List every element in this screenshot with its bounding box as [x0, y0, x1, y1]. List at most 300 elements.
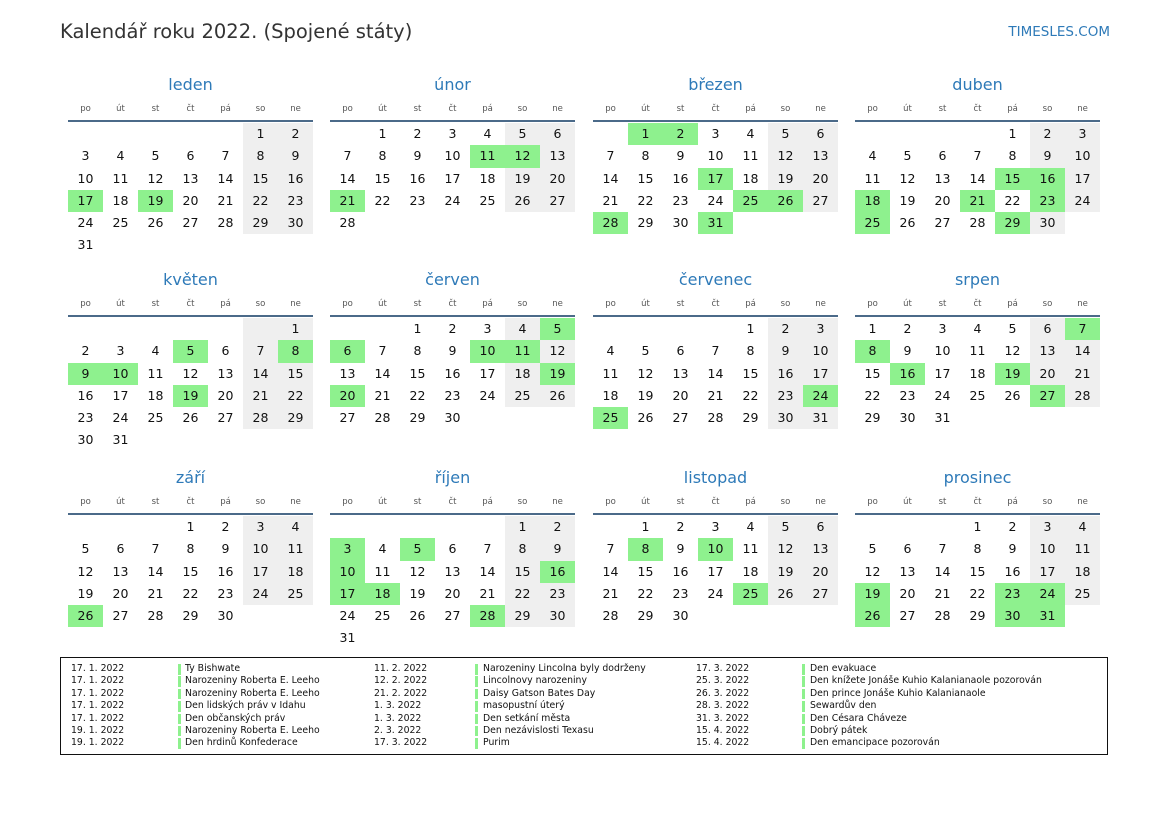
day-cell[interactable]: 29: [637, 608, 654, 624]
day-cell[interactable]: 18: [1065, 561, 1100, 583]
day-cell[interactable]: 22: [409, 387, 426, 403]
day-cell[interactable]: 1: [378, 126, 387, 141]
holiday-day-cell[interactable]: 16: [890, 363, 925, 385]
day-cell[interactable]: 22: [969, 585, 986, 601]
day-cell[interactable]: 21: [602, 585, 619, 601]
holiday-day-cell[interactable]: 21: [330, 190, 365, 212]
day-cell[interactable]: 8: [413, 343, 422, 359]
day-cell[interactable]: 30: [77, 432, 94, 448]
day-cell[interactable]: 13: [934, 170, 951, 186]
day-cell[interactable]: 4: [483, 126, 492, 141]
day-cell[interactable]: 4: [278, 516, 313, 538]
day-cell[interactable]: 13: [803, 538, 838, 560]
day-cell[interactable]: 9: [448, 343, 457, 359]
day-cell[interactable]: 9: [903, 343, 912, 359]
day-cell[interactable]: 12: [182, 365, 199, 381]
day-cell[interactable]: 18: [505, 363, 540, 385]
holiday-day-cell[interactable]: 27: [1030, 385, 1065, 407]
holiday-day-cell[interactable]: 17: [68, 190, 103, 212]
holiday-day-cell[interactable]: 29: [995, 212, 1030, 234]
holiday-day-cell[interactable]: 2: [663, 123, 698, 145]
day-cell[interactable]: 23: [278, 190, 313, 212]
day-cell[interactable]: 10: [243, 538, 278, 560]
holiday-day-cell[interactable]: 7: [1065, 318, 1100, 340]
day-cell[interactable]: 3: [81, 148, 90, 164]
day-cell[interactable]: 11: [147, 365, 164, 381]
day-cell[interactable]: 18: [969, 365, 986, 381]
day-cell[interactable]: 16: [409, 170, 426, 186]
day-cell[interactable]: 13: [672, 365, 689, 381]
day-cell[interactable]: 12: [899, 170, 916, 186]
day-cell[interactable]: 21: [374, 387, 391, 403]
day-cell[interactable]: 2: [448, 321, 457, 336]
day-cell[interactable]: 22: [864, 387, 881, 403]
day-cell[interactable]: 15: [969, 563, 986, 579]
day-cell[interactable]: 3: [483, 321, 492, 336]
day-cell[interactable]: 15: [182, 563, 199, 579]
day-cell[interactable]: 4: [973, 321, 982, 336]
holiday-day-cell[interactable]: 8: [278, 340, 313, 362]
holiday-day-cell[interactable]: 9: [68, 363, 103, 385]
day-cell[interactable]: 17: [1065, 168, 1100, 190]
day-cell[interactable]: 20: [540, 168, 575, 190]
day-cell[interactable]: 25: [278, 583, 313, 605]
day-cell[interactable]: 24: [1065, 190, 1100, 212]
day-cell[interactable]: 4: [1065, 516, 1100, 538]
day-cell[interactable]: 5: [81, 541, 90, 557]
day-cell[interactable]: 27: [803, 583, 838, 605]
day-cell[interactable]: 11: [374, 563, 391, 579]
day-cell[interactable]: 4: [116, 148, 125, 164]
holiday-day-cell[interactable]: 19: [540, 363, 575, 385]
day-cell[interactable]: 31: [112, 432, 129, 448]
day-cell[interactable]: 16: [672, 563, 689, 579]
day-cell[interactable]: 4: [746, 519, 755, 534]
day-cell[interactable]: 20: [217, 387, 234, 403]
day-cell[interactable]: 16: [77, 387, 94, 403]
day-cell[interactable]: 2: [278, 123, 313, 145]
holiday-day-cell[interactable]: 1: [628, 123, 663, 145]
day-cell[interactable]: 2: [676, 519, 685, 534]
day-cell[interactable]: 1: [186, 519, 195, 534]
day-cell[interactable]: 7: [973, 148, 982, 164]
day-cell[interactable]: 2: [221, 519, 230, 534]
day-cell[interactable]: 23: [77, 410, 94, 426]
day-cell[interactable]: 16: [444, 365, 461, 381]
day-cell[interactable]: 2: [768, 318, 803, 340]
day-cell[interactable]: 5: [768, 123, 803, 145]
day-cell[interactable]: 12: [147, 170, 164, 186]
day-cell[interactable]: 15: [637, 170, 654, 186]
day-cell[interactable]: 21: [934, 585, 951, 601]
day-cell[interactable]: 1: [746, 321, 755, 336]
day-cell[interactable]: 11: [602, 365, 619, 381]
holiday-day-cell[interactable]: 20: [330, 385, 365, 407]
day-cell[interactable]: 29: [182, 608, 199, 624]
day-cell[interactable]: 24: [934, 387, 951, 403]
day-cell[interactable]: 5: [151, 148, 160, 164]
day-cell[interactable]: 22: [505, 583, 540, 605]
day-cell[interactable]: 14: [934, 563, 951, 579]
day-cell[interactable]: 29: [742, 410, 759, 426]
day-cell[interactable]: 8: [746, 343, 755, 359]
day-cell[interactable]: 15: [374, 170, 391, 186]
holiday-day-cell[interactable]: 10: [470, 340, 505, 362]
day-cell[interactable]: 14: [707, 365, 724, 381]
day-cell[interactable]: 1: [1008, 126, 1017, 141]
day-cell[interactable]: 7: [221, 148, 230, 164]
day-cell[interactable]: 10: [707, 148, 724, 164]
day-cell[interactable]: 22: [182, 585, 199, 601]
day-cell[interactable]: 6: [903, 541, 912, 557]
day-cell[interactable]: 29: [864, 410, 881, 426]
day-cell[interactable]: 15: [505, 561, 540, 583]
day-cell[interactable]: 17: [1030, 561, 1065, 583]
day-cell[interactable]: 20: [112, 585, 129, 601]
day-cell[interactable]: 24: [243, 583, 278, 605]
day-cell[interactable]: 8: [505, 538, 540, 560]
day-cell[interactable]: 14: [969, 170, 986, 186]
day-cell[interactable]: 6: [1030, 318, 1065, 340]
day-cell[interactable]: 12: [864, 563, 881, 579]
day-cell[interactable]: 30: [1030, 212, 1065, 234]
day-cell[interactable]: 21: [243, 385, 278, 407]
day-cell[interactable]: 9: [413, 148, 422, 164]
day-cell[interactable]: 29: [278, 407, 313, 429]
day-cell[interactable]: 4: [151, 343, 160, 359]
day-cell[interactable]: 1: [641, 519, 650, 534]
day-cell[interactable]: 13: [1030, 340, 1065, 362]
day-cell[interactable]: 22: [1004, 192, 1021, 208]
day-cell[interactable]: 12: [409, 563, 426, 579]
day-cell[interactable]: 8: [973, 541, 982, 557]
day-cell[interactable]: 5: [505, 123, 540, 145]
day-cell[interactable]: 26: [505, 190, 540, 212]
day-cell[interactable]: 6: [803, 516, 838, 538]
day-cell[interactable]: 23: [409, 192, 426, 208]
day-cell[interactable]: 5: [903, 148, 912, 164]
day-cell[interactable]: 28: [934, 608, 951, 624]
day-cell[interactable]: 27: [339, 410, 356, 426]
holiday-day-cell[interactable]: 17: [330, 583, 365, 605]
day-cell[interactable]: 6: [676, 343, 685, 359]
day-cell[interactable]: 22: [742, 387, 759, 403]
day-cell[interactable]: 20: [934, 192, 951, 208]
day-cell[interactable]: 24: [707, 585, 724, 601]
day-cell[interactable]: 8: [243, 145, 278, 167]
day-cell[interactable]: 9: [278, 145, 313, 167]
day-cell[interactable]: 3: [1065, 123, 1100, 145]
holiday-day-cell[interactable]: 31: [698, 212, 733, 234]
day-cell[interactable]: 25: [505, 385, 540, 407]
day-cell[interactable]: 17: [803, 363, 838, 385]
day-cell[interactable]: 1: [505, 516, 540, 538]
day-cell[interactable]: 6: [221, 343, 230, 359]
day-cell[interactable]: 14: [243, 363, 278, 385]
day-cell[interactable]: 1: [868, 321, 877, 336]
day-cell[interactable]: 11: [112, 170, 129, 186]
day-cell[interactable]: 19: [637, 387, 654, 403]
day-cell[interactable]: 29: [969, 608, 986, 624]
day-cell[interactable]: 8: [186, 541, 195, 557]
day-cell[interactable]: 6: [540, 123, 575, 145]
holiday-day-cell[interactable]: 5: [400, 538, 435, 560]
day-cell[interactable]: 20: [444, 585, 461, 601]
day-cell[interactable]: 7: [606, 148, 615, 164]
day-cell[interactable]: 25: [969, 387, 986, 403]
holiday-day-cell[interactable]: 16: [540, 561, 575, 583]
day-cell[interactable]: 30: [899, 410, 916, 426]
day-cell[interactable]: 29: [637, 215, 654, 231]
day-cell[interactable]: 11: [278, 538, 313, 560]
day-cell[interactable]: 14: [602, 563, 619, 579]
day-cell[interactable]: 1: [278, 318, 313, 340]
holiday-day-cell[interactable]: 19: [995, 363, 1030, 385]
day-cell[interactable]: 7: [483, 541, 492, 557]
day-cell[interactable]: 28: [707, 410, 724, 426]
day-cell[interactable]: 9: [676, 148, 685, 164]
day-cell[interactable]: 6: [938, 148, 947, 164]
holiday-day-cell[interactable]: 17: [698, 168, 733, 190]
day-cell[interactable]: 31: [934, 410, 951, 426]
day-cell[interactable]: 28: [339, 215, 356, 231]
day-cell[interactable]: 3: [711, 126, 720, 141]
day-cell[interactable]: 14: [147, 563, 164, 579]
day-cell[interactable]: 4: [505, 318, 540, 340]
day-cell[interactable]: 16: [768, 363, 803, 385]
day-cell[interactable]: 30: [444, 410, 461, 426]
day-cell[interactable]: 18: [602, 387, 619, 403]
day-cell[interactable]: 11: [969, 343, 986, 359]
day-cell[interactable]: 2: [540, 516, 575, 538]
holiday-day-cell[interactable]: 10: [698, 538, 733, 560]
day-cell[interactable]: 12: [540, 340, 575, 362]
holiday-day-cell[interactable]: 25: [733, 583, 768, 605]
day-cell[interactable]: 4: [378, 541, 387, 557]
day-cell[interactable]: 28: [147, 608, 164, 624]
day-cell[interactable]: 26: [768, 583, 803, 605]
holiday-day-cell[interactable]: 19: [173, 385, 208, 407]
day-cell[interactable]: 30: [768, 407, 803, 429]
day-cell[interactable]: 30: [672, 608, 689, 624]
day-cell[interactable]: 15: [278, 363, 313, 385]
day-cell[interactable]: 27: [899, 608, 916, 624]
holiday-day-cell[interactable]: 26: [68, 605, 103, 627]
day-cell[interactable]: 4: [868, 148, 877, 164]
day-cell[interactable]: 16: [1004, 563, 1021, 579]
day-cell[interactable]: 14: [374, 365, 391, 381]
day-cell[interactable]: 10: [444, 148, 461, 164]
day-cell[interactable]: 27: [217, 410, 234, 426]
day-cell[interactable]: 17: [934, 365, 951, 381]
day-cell[interactable]: 24: [444, 192, 461, 208]
holiday-day-cell[interactable]: 10: [103, 363, 138, 385]
day-cell[interactable]: 20: [899, 585, 916, 601]
holiday-day-cell[interactable]: 28: [593, 212, 628, 234]
day-cell[interactable]: 28: [217, 215, 234, 231]
holiday-day-cell[interactable]: 5: [540, 318, 575, 340]
day-cell[interactable]: 31: [77, 237, 94, 253]
day-cell[interactable]: 9: [676, 541, 685, 557]
day-cell[interactable]: 3: [803, 318, 838, 340]
day-cell[interactable]: 7: [343, 148, 352, 164]
day-cell[interactable]: 12: [77, 563, 94, 579]
day-cell[interactable]: 15: [742, 365, 759, 381]
day-cell[interactable]: 22: [637, 192, 654, 208]
day-cell[interactable]: 9: [1030, 145, 1065, 167]
day-cell[interactable]: 9: [1008, 541, 1017, 557]
day-cell[interactable]: 31: [339, 630, 356, 646]
day-cell[interactable]: 28: [374, 410, 391, 426]
holiday-day-cell[interactable]: 19: [138, 190, 173, 212]
day-cell[interactable]: 2: [1030, 123, 1065, 145]
day-cell[interactable]: 4: [746, 126, 755, 141]
day-cell[interactable]: 21: [1065, 363, 1100, 385]
holiday-day-cell[interactable]: 10: [330, 561, 365, 583]
day-cell[interactable]: 12: [768, 538, 803, 560]
day-cell[interactable]: 7: [378, 343, 387, 359]
day-cell[interactable]: 27: [444, 608, 461, 624]
day-cell[interactable]: 9: [540, 538, 575, 560]
day-cell[interactable]: 9: [221, 541, 230, 557]
day-cell[interactable]: 24: [77, 215, 94, 231]
day-cell[interactable]: 27: [803, 190, 838, 212]
day-cell[interactable]: 15: [409, 365, 426, 381]
holiday-day-cell[interactable]: 28: [470, 605, 505, 627]
day-cell[interactable]: 29: [505, 605, 540, 627]
holiday-day-cell[interactable]: 19: [855, 583, 890, 605]
day-cell[interactable]: 25: [1065, 583, 1100, 605]
day-cell[interactable]: 10: [77, 170, 94, 186]
day-cell[interactable]: 10: [1065, 145, 1100, 167]
day-cell[interactable]: 3: [711, 519, 720, 534]
day-cell[interactable]: 13: [899, 563, 916, 579]
day-cell[interactable]: 28: [243, 407, 278, 429]
day-cell[interactable]: 16: [278, 168, 313, 190]
holiday-day-cell[interactable]: 23: [1030, 190, 1065, 212]
day-cell[interactable]: 21: [479, 585, 496, 601]
holiday-day-cell[interactable]: 11: [470, 145, 505, 167]
day-cell[interactable]: 2: [81, 343, 90, 359]
day-cell[interactable]: 12: [1004, 343, 1021, 359]
day-cell[interactable]: 26: [637, 410, 654, 426]
day-cell[interactable]: 26: [182, 410, 199, 426]
day-cell[interactable]: 25: [112, 215, 129, 231]
day-cell[interactable]: 14: [602, 170, 619, 186]
day-cell[interactable]: 4: [606, 343, 615, 359]
day-cell[interactable]: 2: [413, 126, 422, 141]
day-cell[interactable]: 18: [278, 561, 313, 583]
day-cell[interactable]: 13: [444, 563, 461, 579]
day-cell[interactable]: 7: [243, 340, 278, 362]
day-cell[interactable]: 8: [641, 148, 650, 164]
day-cell[interactable]: 19: [899, 192, 916, 208]
holiday-day-cell[interactable]: 26: [768, 190, 803, 212]
day-cell[interactable]: 27: [934, 215, 951, 231]
day-cell[interactable]: 10: [803, 340, 838, 362]
day-cell[interactable]: 24: [479, 387, 496, 403]
day-cell[interactable]: 19: [77, 585, 94, 601]
day-cell[interactable]: 8: [1008, 148, 1017, 164]
day-cell[interactable]: 13: [112, 563, 129, 579]
day-cell[interactable]: 27: [182, 215, 199, 231]
day-cell[interactable]: 22: [374, 192, 391, 208]
day-cell[interactable]: 19: [409, 585, 426, 601]
day-cell[interactable]: 13: [540, 145, 575, 167]
day-cell[interactable]: 15: [243, 168, 278, 190]
day-cell[interactable]: 5: [1008, 321, 1017, 336]
day-cell[interactable]: 20: [1030, 363, 1065, 385]
day-cell[interactable]: 27: [672, 410, 689, 426]
day-cell[interactable]: 11: [1065, 538, 1100, 560]
day-cell[interactable]: 6: [448, 541, 457, 557]
day-cell[interactable]: 23: [672, 192, 689, 208]
holiday-day-cell[interactable]: 25: [855, 212, 890, 234]
day-cell[interactable]: 12: [637, 365, 654, 381]
holiday-day-cell[interactable]: 8: [855, 340, 890, 362]
day-cell[interactable]: 3: [243, 516, 278, 538]
day-cell[interactable]: 15: [864, 365, 881, 381]
day-cell[interactable]: 30: [672, 215, 689, 231]
day-cell[interactable]: 9: [768, 340, 803, 362]
day-cell[interactable]: 11: [864, 170, 881, 186]
day-cell[interactable]: 21: [217, 192, 234, 208]
day-cell[interactable]: 16: [217, 563, 234, 579]
day-cell[interactable]: 20: [182, 192, 199, 208]
day-cell[interactable]: 14: [217, 170, 234, 186]
day-cell[interactable]: 20: [803, 561, 838, 583]
day-cell[interactable]: 3: [938, 321, 947, 336]
day-cell[interactable]: 1: [973, 519, 982, 534]
brand-link[interactable]: TIMESLES.COM: [1008, 24, 1110, 40]
day-cell[interactable]: 21: [707, 387, 724, 403]
day-cell[interactable]: 28: [969, 215, 986, 231]
holiday-day-cell[interactable]: 6: [330, 340, 365, 362]
holiday-day-cell[interactable]: 15: [995, 168, 1030, 190]
day-cell[interactable]: 23: [540, 583, 575, 605]
day-cell[interactable]: 27: [112, 608, 129, 624]
day-cell[interactable]: 22: [243, 190, 278, 212]
holiday-day-cell[interactable]: 3: [330, 538, 365, 560]
day-cell[interactable]: 25: [147, 410, 164, 426]
day-cell[interactable]: 27: [540, 190, 575, 212]
day-cell[interactable]: 21: [602, 192, 619, 208]
day-cell[interactable]: 17: [112, 387, 129, 403]
day-cell[interactable]: 2: [903, 321, 912, 336]
day-cell[interactable]: 12: [768, 145, 803, 167]
holiday-day-cell[interactable]: 18: [855, 190, 890, 212]
holiday-day-cell[interactable]: 12: [505, 145, 540, 167]
day-cell[interactable]: 26: [147, 215, 164, 231]
day-cell[interactable]: 26: [540, 385, 575, 407]
day-cell[interactable]: 15: [637, 563, 654, 579]
day-cell[interactable]: 31: [803, 407, 838, 429]
day-cell[interactable]: 20: [672, 387, 689, 403]
day-cell[interactable]: 6: [803, 123, 838, 145]
day-cell[interactable]: 13: [217, 365, 234, 381]
day-cell[interactable]: 5: [641, 343, 650, 359]
day-cell[interactable]: 22: [278, 385, 313, 407]
day-cell[interactable]: 26: [409, 608, 426, 624]
day-cell[interactable]: 23: [768, 385, 803, 407]
day-cell[interactable]: 23: [899, 387, 916, 403]
day-cell[interactable]: 18: [112, 192, 129, 208]
holiday-day-cell[interactable]: 31: [1030, 605, 1065, 627]
day-cell[interactable]: 10: [1030, 538, 1065, 560]
day-cell[interactable]: 5: [868, 541, 877, 557]
day-cell[interactable]: 17: [243, 561, 278, 583]
day-cell[interactable]: 10: [934, 343, 951, 359]
